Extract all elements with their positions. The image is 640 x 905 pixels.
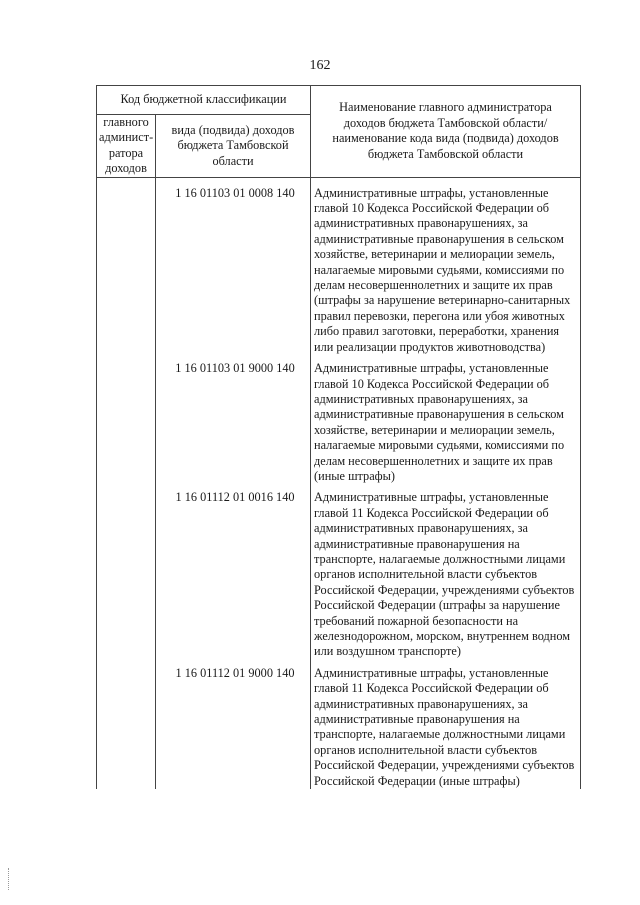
- header-income-type-column: вида (подвида) доходов бюджета Тамбовской области: [156, 115, 311, 178]
- income-name-cell: Административные штрафы, установленные главой 11 Кодекса Российской Федерации об административных правонарушениях, за административные правонарушения на транспорте, налагаемые должностными лицами органов исполнительной власти субъектов Российской Федерации, учреждениями субъектов Российской Федерации (штрафы за нарушение требований пожарной безопасности на железнодорожном, морском, внутреннем водном или воздушном транспорте): [311, 484, 581, 659]
- income-code-cell: 1 16 01103 01 9000 140: [156, 355, 311, 484]
- table-header: [97, 86, 581, 178]
- page-number: 162: [309, 58, 331, 73]
- income-name-cell: Административные штрафы, установленные главой 10 Кодекса Российской Федерации об административных правонарушениях, за административные правонарушения в сельском хозяйстве, ветеринарии и мелиорации земель, налагаемые мировыми судьями, комиссиями по делам несовершеннолетних и защите их прав (штрафы за нарушение ветеринарно-санитарных правил перевозки, перегона или убоя животных либо правил заготовки, переработки, хранения или реализации продуктов животноводства): [311, 177, 581, 355]
- header-budget-classification-code: Код бюджетной классификации: [97, 86, 311, 115]
- table-body: [97, 177, 581, 789]
- table-row: [97, 177, 581, 355]
- admin-code-cell: [97, 484, 156, 659]
- table-row: [97, 355, 581, 484]
- income-code-cell: 1 16 01112 01 9000 140: [156, 660, 311, 789]
- admin-code-cell: [97, 355, 156, 484]
- admin-code-cell: [97, 177, 156, 355]
- table-row: [97, 484, 581, 659]
- budget-classification-table: [96, 85, 581, 789]
- admin-code-cell: [97, 660, 156, 789]
- income-name-cell: Административные штрафы, установленные главой 11 Кодекса Российской Федерации об административных правонарушениях, за административные правонарушения на транспорте, налагаемые должностными лицами органов исполнительной власти субъектов Российской Федерации, учреждениями субъектов Российской Федерации (иные штрафы): [311, 660, 581, 789]
- table-row: [97, 660, 581, 789]
- header-name-column: Наименование главного администратора доходов бюджета Тамбовской области/наименование кода вида (подвида) доходов бюджета Тамбовской области: [311, 86, 581, 178]
- income-name-cell: Административные штрафы, установленные главой 10 Кодекса Российской Федерации об административных правонарушениях, за административные правонарушения в сельском хозяйстве, ветеринарии и мелиорации земель, налагаемые мировыми судьями, комиссиями по делам несовершеннолетних и защите их прав (иные штрафы): [311, 355, 581, 484]
- income-code-cell: 1 16 01103 01 0008 140: [156, 177, 311, 355]
- scan-margin-marks: [8, 868, 12, 890]
- header-main-administrator-column: главного админист-ратора доходов: [97, 115, 156, 178]
- income-code-cell: 1 16 01112 01 0016 140: [156, 484, 311, 659]
